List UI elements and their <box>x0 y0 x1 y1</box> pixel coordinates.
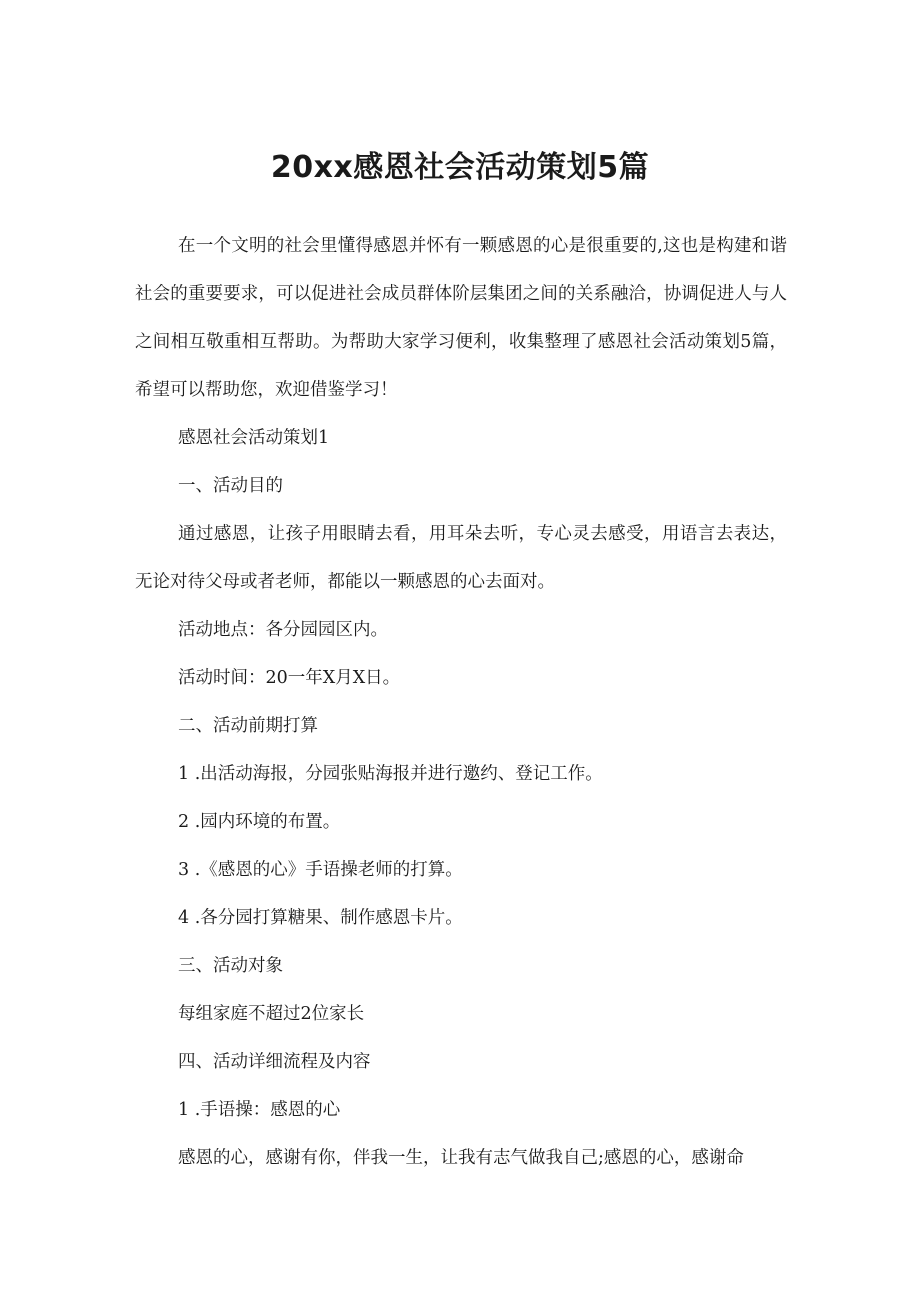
document-body <box>135 222 787 1182</box>
purpose-paragraph: 通过感恩，让孩子用眼睛去看，用耳朵去听，专心灵去感受，用语言去表达，无论对待父母或者老师，都能以一颗感恩的心去面对。 <box>135 524 787 592</box>
activity-time: 活动时间：20一年X月X日。 <box>178 668 401 688</box>
section-heading-audience: 三、活动对象 <box>178 956 283 976</box>
audience-paragraph: 每组家庭不超过2位家长 <box>178 1004 365 1024</box>
activity-location: 活动地点：各分园园区内。 <box>178 620 388 640</box>
section-heading-process: 四、活动详细流程及内容 <box>178 1052 371 1072</box>
list-item: 4 .各分园打算糖果、制作感恩卡片。 <box>178 908 463 928</box>
lyrics-paragraph: 感恩的心，感谢有你，伴我一生，让我有志气做我自己;感恩的心，感谢命 <box>178 1148 744 1168</box>
list-item: 2 .园内环境的布置。 <box>178 812 341 832</box>
intro-paragraph: 在一个文明的社会里懂得感恩并怀有一颗感恩的心是很重要的,这也是构建和谐社会的重要要求，可以促进社会成员群体阶层集团之间的关系融洽，协调促进人与人之间相互敬重相互帮助。为帮助大家学习便利，收集整理了感恩社会活动策划5篇，希望可以帮助您，欢迎借鉴学习！ <box>135 236 787 400</box>
list-item: 3 .《感恩的心》手语操老师的打算。 <box>178 860 463 880</box>
section-heading-preparation: 二、活动前期打算 <box>178 716 318 736</box>
section-heading-plan-1: 感恩社会活动策划1 <box>178 428 330 448</box>
section-heading-purpose: 一、活动目的 <box>178 476 283 496</box>
list-item: 1 .手语操：感恩的心 <box>178 1100 341 1120</box>
list-item: 1 .出活动海报，分园张贴海报并进行邀约、登记工作。 <box>178 764 603 784</box>
document-title: 20xx感恩社会活动策划5篇 <box>270 150 650 185</box>
